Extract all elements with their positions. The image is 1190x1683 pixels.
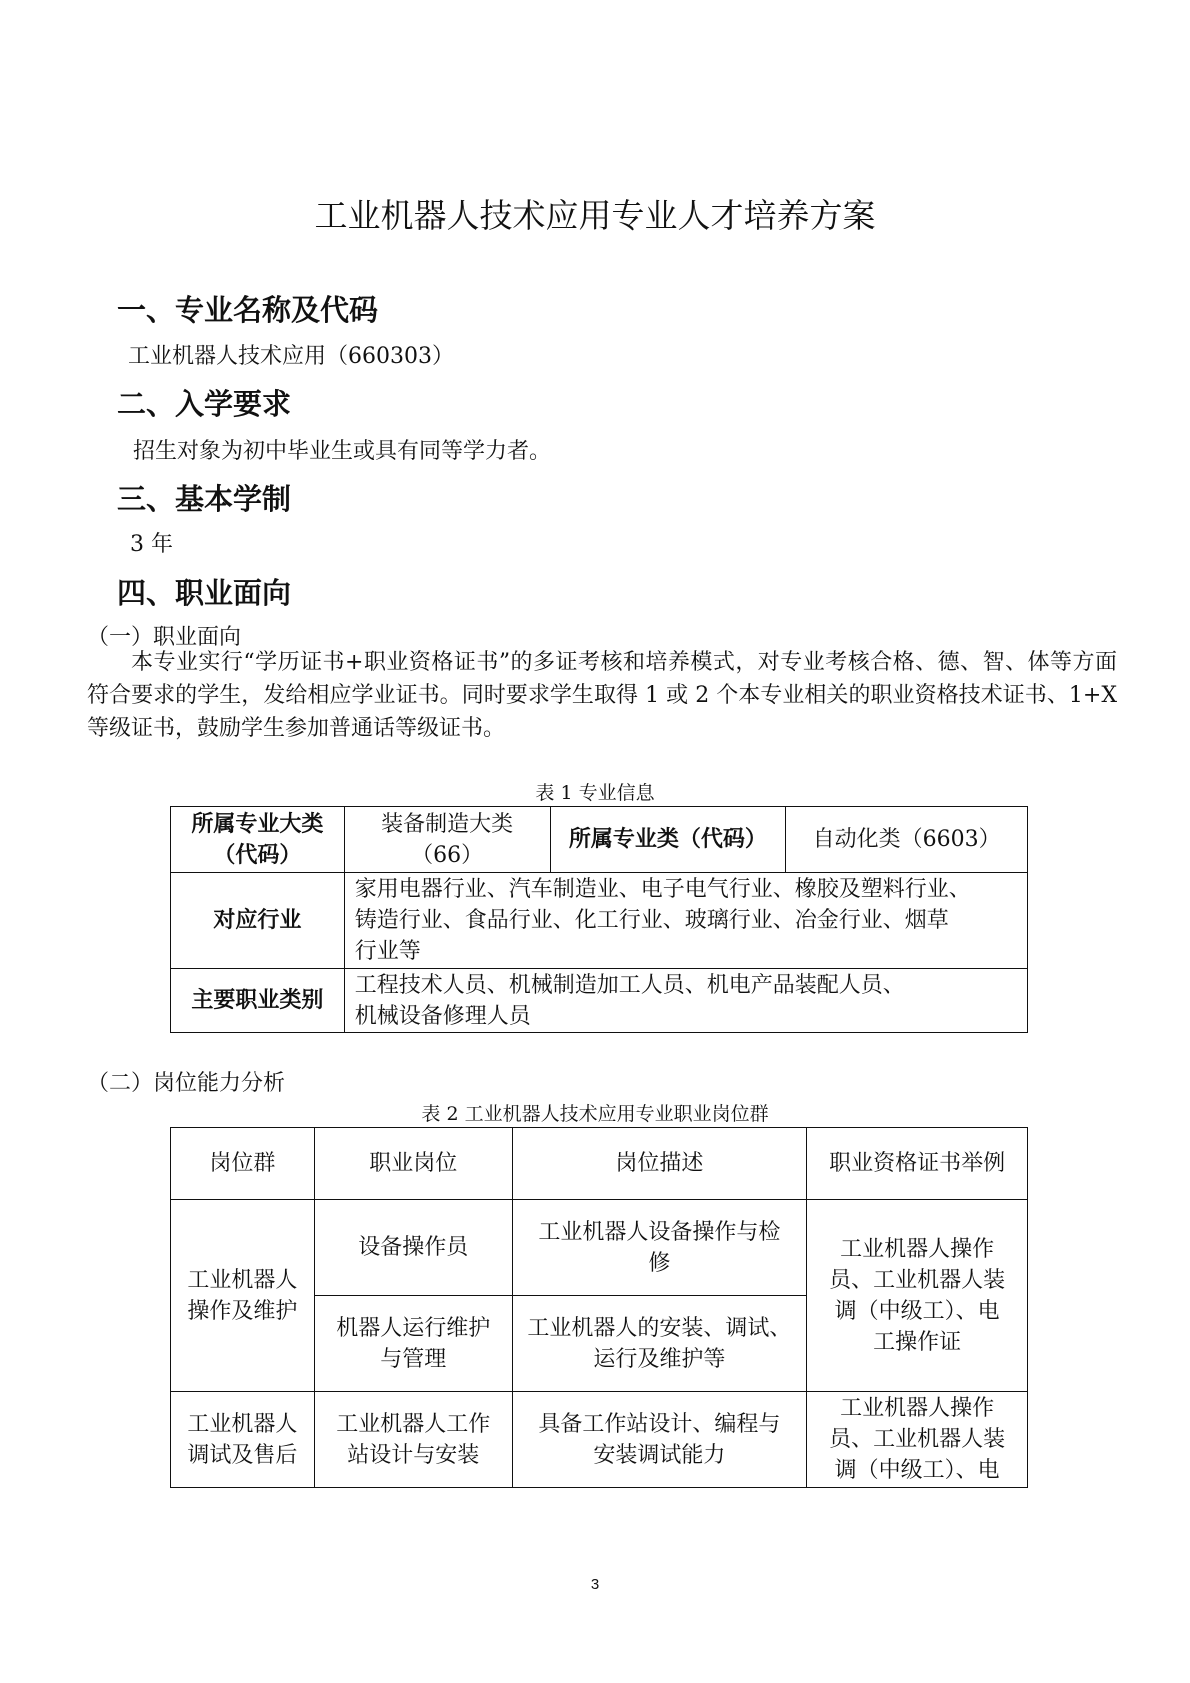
table-2-header-post: 职业岗位	[314, 1128, 512, 1200]
page-number: 3	[590, 1576, 600, 1593]
table-1-label-major-category: 所属专业大类 （代码）	[171, 807, 345, 873]
table-2-desc-workstation: 具备工作站设计、编程与 安装调试能力	[512, 1392, 807, 1488]
section-1-text: 工业机器人技术应用（660303）	[128, 344, 454, 369]
table-2-post-operator: 设备操作员	[314, 1200, 512, 1296]
career-paragraph: 本专业实行“学历证书+职业资格证书”的多证考核和培养模式，对专业考核合格、德、智、体等方面符合要求的学生，发给相应学业证书。同时要求学生取得 1 或 2 个本专业相关的职业资格技术证书、1+X 等级证书，鼓励学生参加普通话等级证书。	[87, 650, 1117, 741]
table-2-caption: 表 2 工业机器人技术应用专业职业岗位群	[421, 1103, 769, 1125]
table-2-header-group: 岗位群	[171, 1128, 315, 1200]
table-2-desc-operator: 工业机器人设备操作与检 修	[512, 1200, 807, 1296]
section-3-text: 3 年	[130, 532, 173, 557]
table-1-label-industry: 对应行业	[171, 873, 345, 969]
table-2-desc-maintenance: 工业机器人的安装、调试、 运行及维护等	[512, 1296, 807, 1392]
table-2-header-description: 岗位描述	[512, 1128, 807, 1200]
table-2-job-groups	[170, 1127, 1028, 1488]
table-1-label-occupation: 主要职业类别	[171, 969, 345, 1033]
section-4-heading: 四、职业面向	[117, 576, 292, 610]
table-2-group-debugging: 工业机器人 调试及售后	[171, 1392, 315, 1488]
table-1-label-major-class: 所属专业类（代码）	[550, 807, 786, 873]
table-1-value-major-class: 自动化类（6603）	[786, 807, 1028, 873]
section-2-text: 招生对象为初中毕业生或具有同等学力者。	[133, 439, 552, 464]
table-2-post-workstation: 工业机器人工作 站设计与安装	[314, 1392, 512, 1488]
table-2-group-operation: 工业机器人 操作及维护	[171, 1200, 315, 1392]
section-1-heading: 一、专业名称及代码	[117, 293, 379, 327]
section-2-heading: 二、入学要求	[117, 387, 292, 421]
table-1-value-major-category: 装备制造大类 （66）	[344, 807, 550, 873]
table-2-post-maintenance: 机器人运行维护 与管理	[314, 1296, 512, 1392]
subsection-ability-heading: （二）岗位能力分析	[87, 1071, 286, 1096]
section-3-heading: 三、基本学制	[117, 482, 292, 516]
table-1-caption: 表 1 专业信息	[535, 782, 655, 804]
table-2-header-certificate: 职业资格证书举例	[807, 1128, 1028, 1200]
table-1-value-occupation: 工程技术人员、机械制造加工人员、机电产品装配人员、 机械设备修理人员	[344, 969, 1027, 1033]
document-title: 工业机器人技术应用专业人才培养方案	[314, 196, 876, 235]
table-1-value-industry: 家用电器行业、汽车制造业、电子电气行业、橡胶及塑料行业、 铸造行业、食品行业、化工行业、玻璃行业、冶金行业、烟草 行业等	[344, 873, 1027, 969]
table-2-cert-debugging: 工业机器人操作 员、工业机器人装 调（中级工）、电	[807, 1392, 1028, 1488]
subsection-career-heading: （一）职业面向	[87, 625, 242, 650]
table-1-major-info	[170, 806, 1028, 1033]
table-2-cert-operation: 工业机器人操作 员、工业机器人装 调（中级工）、电 工操作证	[807, 1200, 1028, 1392]
